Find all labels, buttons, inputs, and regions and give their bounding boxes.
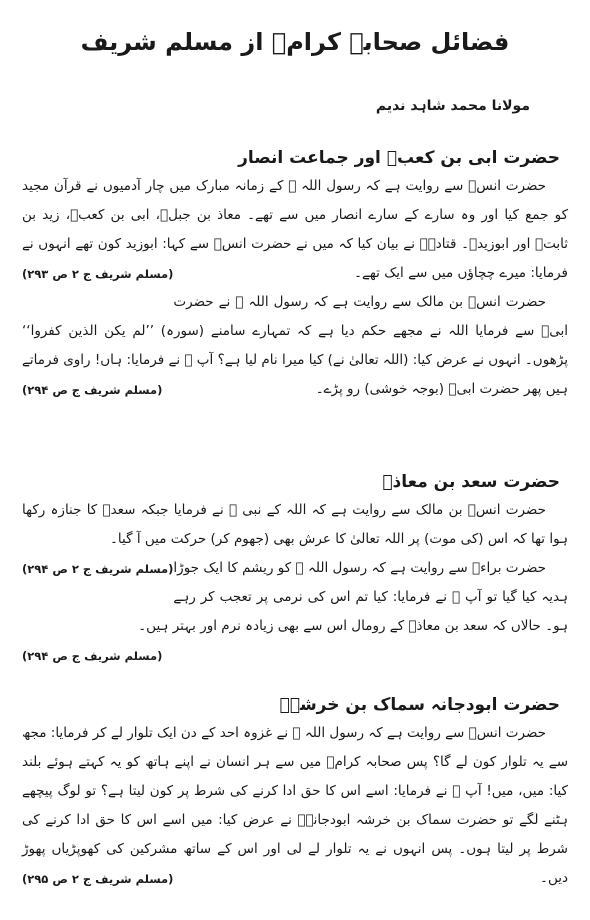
paragraph-text: حضرت انسؓ بن مالک سے روایت ہے کہ اللہ کے نبی ﷺ نے فرمایا جبکہ سعدؓ کا جنازہ رکھا ہوا تھا کہ اس (کی موت) پر اللہ تعالیٰ کا عرش بھی (جھوم کر) حرکت میں آ گیا۔	[22, 502, 568, 547]
paragraph	[22, 172, 568, 288]
hadith-reference: (مسلم شریف ج ۲ ص ۲۹۳)	[22, 267, 174, 281]
paragraph	[22, 719, 568, 893]
paragraph	[22, 288, 568, 404]
section-abu-dujana	[22, 694, 568, 894]
hadith-reference: (مسلم شریف ج ۲ ص ۲۹۵)	[22, 872, 174, 886]
paragraph-text: حضرت انسؓ سے روایت ہے کہ رسول اللہ ﷺ نے غزوہ احد کے دن ایک تلوار لے کر فرمایا: مجھ سے یہ تلوار کون لے گا؟ پس صحابہ کرامؓ میں سے ہر انسان نے اپنے ہاتھ کو یہ کہتے ہوئے بلند کیا: میں، میں! آپ ﷺ نے فرمایا: اسے اس کا حق ادا کرنے کی شرط پر کون لیتا ہے؟ تو لوگ پیچھے ہٹنے لگے تو حضرت سماک بن خرشہ ابودجانہؓ نے عرض کیا: میں اسے اس کا حق ادا کرنے کی شرط پر لیتا ہوں۔ پس انہوں نے یہ تلوار لے لی اور اس کے ساتھ مشرکین کی کھوپڑیاں پھوڑ دیں۔	[22, 725, 568, 886]
paragraph-text: حضرت انسؓ سے روایت ہے کہ رسول اللہ ﷺ کے زمانہ مبارک میں چار آدمیوں نے قرآن مجید کو جمع کیا اور وہ سارے کے سارے انصار میں سے تھے۔ معاذ بن جبلؓ، ابی بن کعبؓ، زید بن ثابتؓ اور ابوزیدؓ۔ قتادہؓ نے بیان کیا کہ میں نے حضرت انسؓ سے کہا: ابوزید کون تھے انہوں نے فرمایا: میرے چچاؤں میں سے ایک تھے۔	[22, 178, 568, 281]
section-heading: حضرت ابی بن کعبؓ اور جماعت انصار	[238, 148, 560, 168]
paragraph-text: حضرت براءؓ سے روایت ہے کہ رسول اللہ ﷺ کو ریشم کا ایک جوڑا ہدیہ کیا گیا تو آپ ﷺ نے فرمایا: کیا تم اس کی نرمی پر تعجب کر رہے ہو۔ حالاں کہ سعد بن معاذؓ کے رومال اس سے بھی زیادہ نرم اور بہتر ہیں۔	[138, 560, 568, 634]
section-saad-bin-muadh	[22, 472, 568, 671]
hadith-reference: (مسلم شریف ج ص ۲۹۴)	[22, 383, 163, 397]
paragraph	[22, 496, 568, 576]
paragraph-text: حضرت انسؓ بن مالک سے روایت ہے کہ رسول اللہ ﷺ نے حضرت ابیؓ سے فرمایا اللہ نے مجھے حکم دیا ہے کہ تمہارے سامنے (سورہ) ’’لم یکن الذین کفروا‘‘ پڑھوں۔ انہوں نے عرض کیا: (اللہ تعالیٰ نے) کیا میرا نام لیا ہے؟ آپ ﷺ نے فرمایا: ہاں! راوی فرماتے ہیں پھر حضرت ابیؓ (بوجہ خوشی) رو پڑے۔	[22, 294, 568, 397]
section-heading: حضرت سعد بن معاذؓ	[382, 472, 560, 492]
hadith-reference: (مسلم شریف ج ص ۲۹۴)	[22, 649, 163, 663]
section-heading: حضرت ابودجانہ سماک بن خرشہؓ	[279, 695, 560, 715]
author-name: مولانا محمد شاہد ندیم	[375, 98, 530, 114]
hadith-reference: (مسلم شریف ج ۲ ص ۲۹۴)	[22, 562, 174, 576]
page-title: فضائل صحابہ کرامؓ از مسلم شریف	[80, 28, 510, 56]
section-ubayy-bin-kaab	[22, 148, 568, 405]
